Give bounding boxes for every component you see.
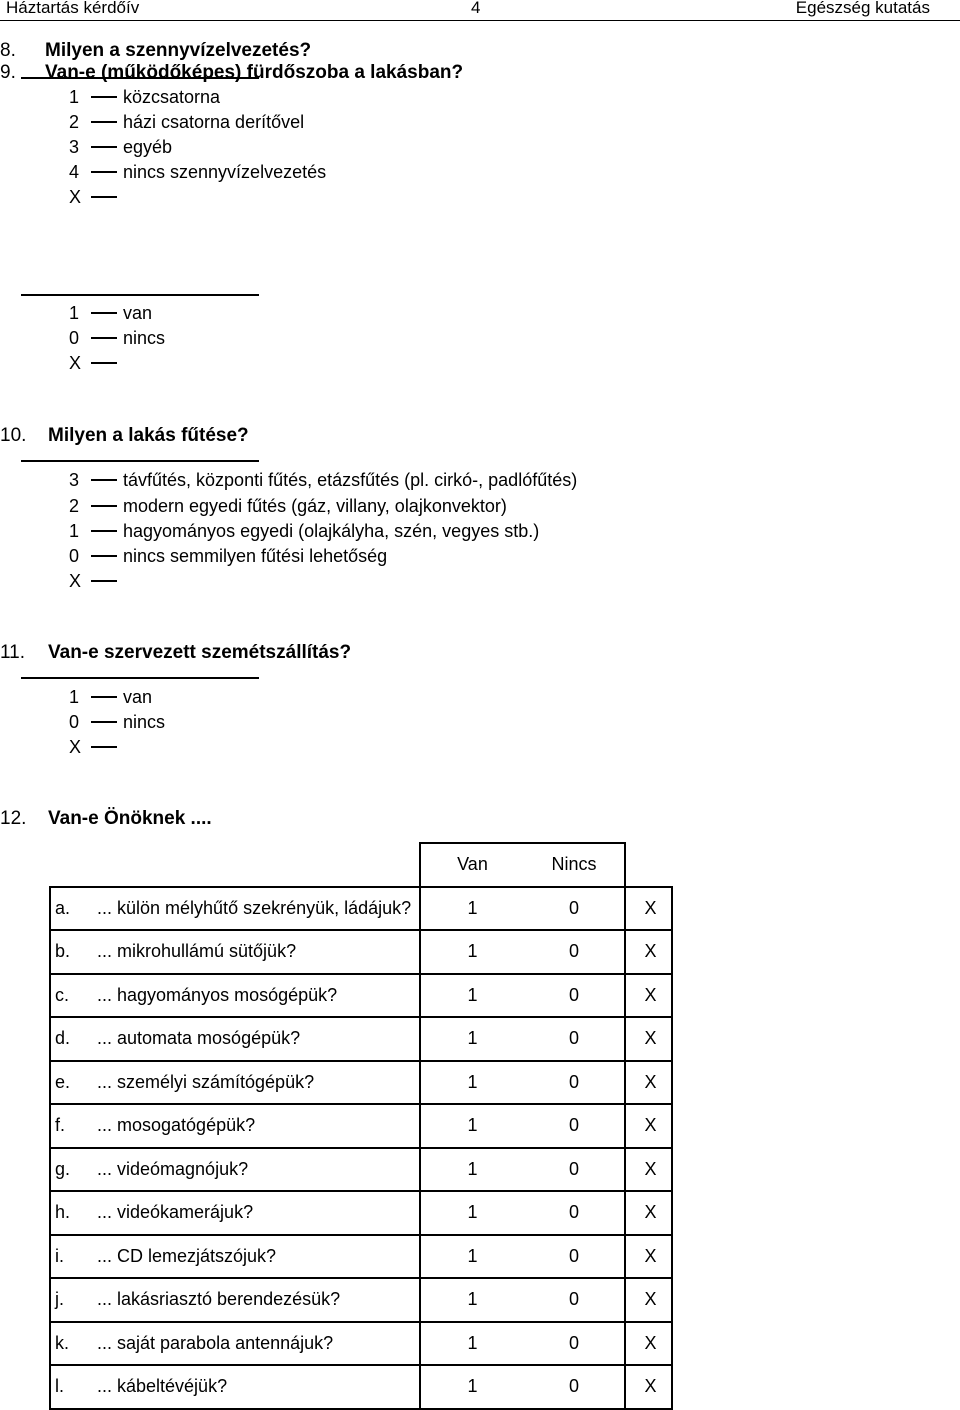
answer-nincs[interactable]: 0 — [520, 974, 625, 1018]
table-row — [50, 1061, 672, 1105]
row-item — [50, 1235, 420, 1279]
header-rule — [0, 20, 960, 21]
table-row — [50, 1322, 672, 1366]
row-text: ... külön mélyhűtő szekrényük, ládájuk? — [97, 897, 412, 918]
dash-icon — [91, 505, 117, 507]
answer-van[interactable]: 1 — [420, 1191, 520, 1235]
answer-option[interactable]: 1 közcsatorna — [69, 87, 221, 107]
question-title — [0, 40, 311, 62]
row-item — [50, 1061, 420, 1105]
answer-van[interactable]: 1 — [420, 974, 520, 1018]
table-row — [50, 930, 672, 974]
answer-x[interactable]: X — [625, 1278, 672, 1322]
dash-icon — [91, 362, 117, 364]
answer-option[interactable]: 1 van — [69, 303, 153, 323]
answer-x[interactable]: X — [625, 1365, 672, 1409]
row-letter: a. — [55, 897, 71, 918]
row-letter: b. — [55, 941, 71, 962]
answer-van[interactable]: 1 — [420, 1322, 520, 1366]
table-row — [50, 1235, 672, 1279]
answer-x[interactable]: X — [625, 930, 672, 974]
answer-x[interactable]: X — [625, 1017, 672, 1061]
answer-van[interactable]: 1 — [420, 1235, 520, 1279]
question-title — [0, 425, 249, 447]
dash-icon — [91, 746, 117, 748]
question-rule — [21, 294, 259, 296]
answer-x[interactable]: X — [625, 1104, 672, 1148]
answer-nincs[interactable]: 0 — [520, 1148, 625, 1192]
answer-van[interactable]: 1 — [420, 1365, 520, 1409]
answer-option[interactable]: X — [69, 571, 123, 596]
question-number: 11. — [0, 642, 26, 663]
row-text: ... hagyományos mosógépük? — [97, 984, 338, 1005]
row-letter: c. — [55, 984, 70, 1005]
answer-nincs[interactable]: 0 — [520, 1191, 625, 1235]
dash-icon — [91, 312, 117, 314]
answer-option[interactable]: X — [69, 737, 123, 762]
dash-icon — [91, 696, 117, 698]
answer-nincs[interactable]: 0 — [520, 1017, 625, 1061]
page-number: 4 — [471, 0, 481, 17]
dash-icon — [91, 721, 117, 723]
row-item — [50, 1322, 420, 1366]
row-text: ... kábeltévéjük? — [97, 1376, 228, 1397]
answer-x[interactable]: X — [625, 1322, 672, 1366]
question-number: 8. — [0, 40, 16, 61]
table-row — [50, 887, 672, 931]
question-number: 10. — [0, 425, 27, 446]
table-row — [50, 1191, 672, 1235]
answer-option[interactable]: X — [69, 353, 123, 378]
row-letter: g. — [55, 1158, 71, 1179]
dash-icon — [91, 530, 117, 532]
dash-icon — [91, 555, 117, 557]
table-row — [50, 1017, 672, 1061]
row-item — [50, 1017, 420, 1061]
header-right: Egészség kutatás — [795, 0, 930, 17]
question-title — [0, 808, 212, 830]
question-text: Van-e Önöknek .... — [48, 808, 212, 829]
row-text: ... CD lemezjátszójuk? — [97, 1245, 277, 1266]
answer-option[interactable]: 2 házi csatorna derítővel — [69, 112, 305, 132]
answer-x[interactable]: X — [625, 974, 672, 1018]
row-text: ... személyi számítógépük? — [97, 1071, 315, 1092]
answer-nincs[interactable]: 0 — [520, 887, 625, 931]
answer-nincs[interactable]: 0 — [520, 930, 625, 974]
answer-van[interactable]: 1 — [420, 887, 520, 931]
answer-option[interactable]: X — [69, 187, 123, 212]
question-text: Milyen a szennyvízelvezetés? — [45, 40, 312, 61]
table-row — [50, 1104, 672, 1148]
row-text: ... automata mosógépük? — [97, 1028, 301, 1049]
question-text: Milyen a lakás fűtése? — [48, 425, 249, 446]
answer-x[interactable]: X — [625, 1061, 672, 1105]
row-text: ... saját parabola antennájuk? — [97, 1332, 334, 1353]
table-row — [50, 974, 672, 1018]
row-text: ... mosogatógépük? — [97, 1115, 256, 1136]
row-letter: j. — [55, 1289, 64, 1310]
page-header — [0, 0, 960, 20]
row-letter: h. — [55, 1202, 71, 1223]
answer-van[interactable]: 1 — [420, 1061, 520, 1105]
table-header-row — [50, 843, 672, 887]
table-row — [50, 1278, 672, 1322]
row-item — [50, 887, 420, 931]
answer-nincs[interactable]: 0 — [520, 1365, 625, 1409]
question-title — [0, 642, 351, 664]
row-item — [50, 1191, 420, 1235]
row-letter: e. — [55, 1071, 71, 1092]
header-left: Háztartás kérdőív — [6, 0, 140, 17]
answer-van[interactable]: 1 — [420, 1278, 520, 1322]
row-text: ... videómagnójuk? — [97, 1158, 249, 1179]
row-text: ... lakásriasztó berendezésük? — [97, 1289, 341, 1310]
answer-x[interactable]: X — [625, 1148, 672, 1192]
question-rule — [21, 460, 259, 462]
row-item — [50, 1148, 420, 1192]
question-title — [0, 62, 463, 84]
dash-icon — [91, 96, 117, 98]
answer-option[interactable]: 0 nincs — [69, 328, 166, 348]
question-rule — [21, 677, 259, 679]
answer-option[interactable]: 3 távfűtés, központi fűtés, etázsfűtés (pl. cirkó-, padlófűtés) — [69, 470, 578, 490]
table-row — [50, 1365, 672, 1409]
dash-icon — [91, 121, 117, 123]
answer-nincs[interactable]: 0 — [520, 1235, 625, 1279]
answer-van[interactable]: 1 — [420, 1148, 520, 1192]
answer-x[interactable]: X — [625, 1235, 672, 1279]
row-item — [50, 1278, 420, 1322]
answer-nincs[interactable]: 0 — [520, 1061, 625, 1105]
answer-x[interactable]: X — [625, 1191, 672, 1235]
row-item — [50, 1365, 420, 1409]
row-letter: k. — [55, 1332, 70, 1353]
row-letter: l. — [55, 1376, 64, 1397]
dash-icon — [91, 171, 117, 173]
answer-option[interactable]: 1 van — [69, 687, 153, 707]
row-item — [50, 930, 420, 974]
ownership-table — [49, 842, 673, 1410]
row-text: ... mikrohullámú sütőjük? — [97, 941, 297, 962]
answer-van[interactable]: 1 — [420, 930, 520, 974]
answer-option[interactable]: 3 egyéb — [69, 137, 173, 157]
dash-icon — [91, 337, 117, 339]
row-item — [50, 974, 420, 1018]
answer-option[interactable]: 2 modern egyedi fűtés (gáz, villany, olajkonvektor) — [69, 496, 507, 516]
row-text: ... videókamerájuk? — [97, 1202, 254, 1223]
dash-icon — [91, 580, 117, 582]
question-number: 9. — [0, 62, 16, 83]
answer-option[interactable]: 0 nincs — [69, 712, 166, 732]
answer-nincs[interactable]: 0 — [520, 1104, 625, 1148]
answer-nincs[interactable]: 0 — [520, 1322, 625, 1366]
row-letter: f. — [55, 1115, 66, 1136]
dash-icon — [91, 479, 117, 481]
answer-option[interactable]: 0 nincs semmilyen fűtési lehetőség — [69, 546, 388, 566]
question-number: 12. — [0, 808, 27, 829]
question-text: Van-e szervezett szemétszállítás? — [48, 642, 352, 663]
column-header-nincs: Nincs — [520, 843, 625, 887]
answer-van[interactable]: 1 — [420, 1017, 520, 1061]
answer-x[interactable]: X — [625, 887, 672, 931]
answer-option[interactable]: 1 hagyományos egyedi (olajkályha, szén, vegyes stb.) — [69, 521, 540, 541]
row-letter: d. — [55, 1028, 71, 1049]
answer-nincs[interactable]: 0 — [520, 1278, 625, 1322]
table-row — [50, 1148, 672, 1192]
row-item — [50, 1104, 420, 1148]
column-header-van: Van — [420, 843, 520, 887]
row-letter: i. — [55, 1245, 64, 1266]
dash-icon — [91, 196, 117, 198]
dash-icon — [91, 146, 117, 148]
question-text: Van-e (működőképes) fürdőszoba a lakásban? — [45, 62, 464, 83]
answer-van[interactable]: 1 — [420, 1104, 520, 1148]
answer-option[interactable]: 4 nincs szennyvízelvezetés — [69, 162, 327, 182]
